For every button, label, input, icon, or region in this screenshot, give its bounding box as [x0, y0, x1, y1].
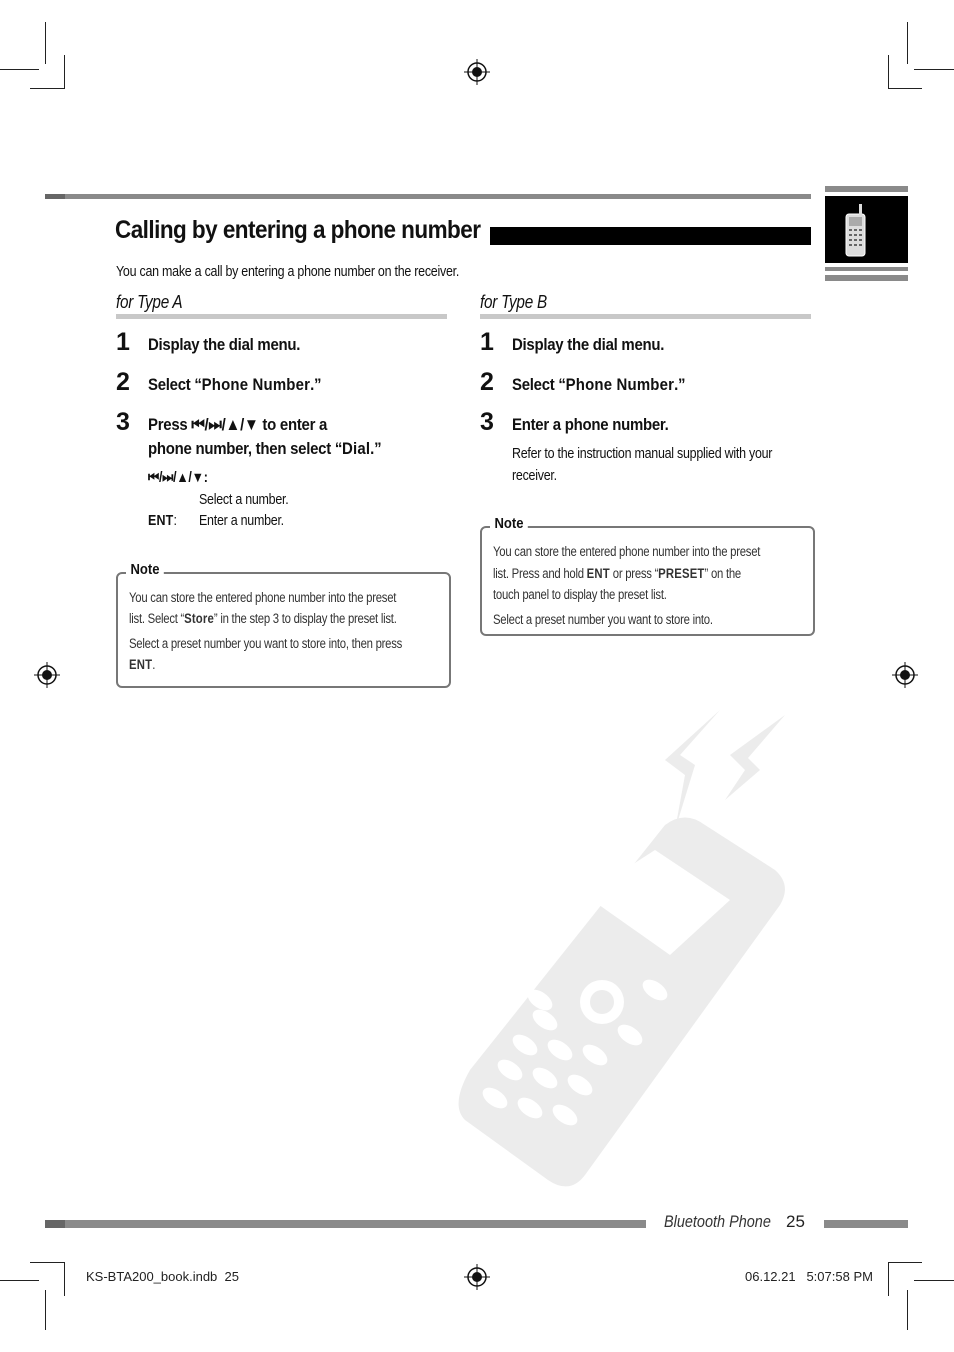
- ui-label: PRESET: [658, 566, 705, 581]
- note-text: You can store the entered phone number into the preset: [493, 544, 761, 559]
- step-text-part: .”: [310, 375, 322, 394]
- step-text: Display the dial menu.: [148, 335, 301, 354]
- title-bar: [490, 227, 811, 245]
- step-text-part: Press: [148, 415, 192, 434]
- slug-datetime: [745, 1269, 873, 1284]
- step-text: [148, 413, 327, 437]
- note-box: [480, 516, 815, 636]
- note-text: [129, 654, 155, 675]
- note-text: [493, 563, 741, 584]
- step-text: [148, 373, 321, 397]
- step-number: 1: [480, 328, 494, 356]
- slug-filename: KS-BTA200_book.indb: [86, 1269, 218, 1284]
- crop-mark: [888, 55, 889, 89]
- ui-label: ENT: [129, 657, 153, 672]
- type-a-heading: for Type A: [116, 292, 183, 312]
- crop-mark: [45, 22, 46, 64]
- key-description: Enter a number.: [199, 513, 284, 529]
- note-text-part: ” on the: [704, 566, 741, 581]
- note-text-part: .: [152, 657, 156, 672]
- note-text: [129, 608, 397, 629]
- step-number: 2: [116, 368, 130, 396]
- crop-mark: [914, 1280, 954, 1281]
- step-text-part: Select “: [148, 375, 202, 394]
- type-b-heading: for Type B: [480, 292, 547, 312]
- ui-label: Store: [184, 611, 214, 626]
- note-text: Select a preset number you want to store into.: [493, 612, 713, 627]
- crop-mark: [907, 1290, 908, 1330]
- note-text: You can store the entered phone number into the preset: [129, 590, 397, 605]
- note-text-part: list. Press and hold: [493, 566, 587, 581]
- crop-mark: [888, 88, 922, 89]
- ui-label: Phone Number: [201, 375, 311, 394]
- crop-mark: [914, 69, 954, 70]
- ui-label: Dial: [342, 439, 371, 458]
- slug-date: 06.12.21: [745, 1269, 796, 1284]
- key-name: [148, 510, 177, 532]
- note-box: [116, 562, 451, 688]
- ui-label: ENT: [586, 566, 610, 581]
- step-text: Display the dial menu.: [512, 335, 665, 354]
- type-a-rule: [116, 314, 447, 319]
- section-tab: [825, 186, 908, 282]
- phone-watermark-icon: [430, 700, 810, 1200]
- crop-mark: [0, 69, 39, 70]
- slug-time: 5:07:58 PM: [806, 1269, 873, 1284]
- header-rule: [45, 194, 811, 199]
- note-text-part: list. Select “: [129, 611, 185, 626]
- type-b-rule: [480, 314, 811, 319]
- step-text-part: .”: [674, 375, 686, 394]
- footer-rule-accent: [45, 1220, 65, 1228]
- note-text: Select a preset number you want to store into, then press: [129, 636, 403, 651]
- page-title: Calling by entering a phone number: [115, 216, 481, 244]
- key-description: Select a number.: [199, 492, 289, 508]
- crop-mark: [907, 22, 908, 64]
- step-detail: Refer to the instruction manual supplied with your: [512, 446, 773, 462]
- footer-rule-right: [824, 1220, 908, 1228]
- registration-mark-icon: [34, 662, 60, 688]
- header-rule-accent: [45, 194, 65, 199]
- slug-page: 25: [224, 1269, 239, 1284]
- step-text: [512, 373, 685, 397]
- crop-mark: [64, 1262, 65, 1296]
- note-text-part: ” in the step 3 to display the preset list.: [213, 611, 397, 626]
- step-number: 2: [480, 368, 494, 396]
- registration-mark-icon: [464, 59, 490, 85]
- note-label: Note: [490, 516, 528, 532]
- crop-mark: [0, 1280, 39, 1281]
- note-label: Note: [126, 562, 164, 578]
- crop-mark: [888, 1262, 889, 1296]
- step-text: [148, 437, 381, 461]
- registration-mark-icon: [892, 662, 918, 688]
- slug-file: [86, 1269, 239, 1284]
- step-detail: receiver.: [512, 468, 557, 484]
- intro-text: You can make a call by entering a phone number on the receiver.: [116, 264, 460, 280]
- note-text-part: or press “: [609, 566, 659, 581]
- ui-label: Phone Number: [565, 375, 675, 394]
- page-number: 25: [786, 1212, 805, 1231]
- step-number: 1: [116, 328, 130, 356]
- ui-label: ENT: [148, 513, 174, 529]
- crop-mark: [64, 55, 65, 89]
- step-text-part: phone number, then select “: [148, 439, 343, 458]
- footer-rule: [45, 1220, 646, 1228]
- key-glyphs: ⏮/⏭/▲/▼: [191, 415, 259, 434]
- key-name: ⏮/⏭/▲/▼:: [148, 470, 208, 486]
- registration-mark-icon: [464, 1264, 490, 1290]
- key-separator: :: [173, 513, 177, 529]
- step-text-part: Select “: [512, 375, 566, 394]
- step-text: Enter a phone number.: [512, 415, 669, 434]
- step-text-part: .”: [370, 439, 382, 458]
- crop-mark: [30, 1262, 64, 1263]
- step-number: 3: [480, 408, 494, 436]
- step-number: 3: [116, 408, 130, 436]
- step-text-part: to enter a: [258, 415, 328, 434]
- crop-mark: [888, 1262, 922, 1263]
- crop-mark: [45, 1290, 46, 1330]
- note-text: touch panel to display the preset list.: [493, 587, 667, 602]
- crop-mark: [30, 88, 64, 89]
- section-name: Bluetooth Phone: [664, 1212, 771, 1231]
